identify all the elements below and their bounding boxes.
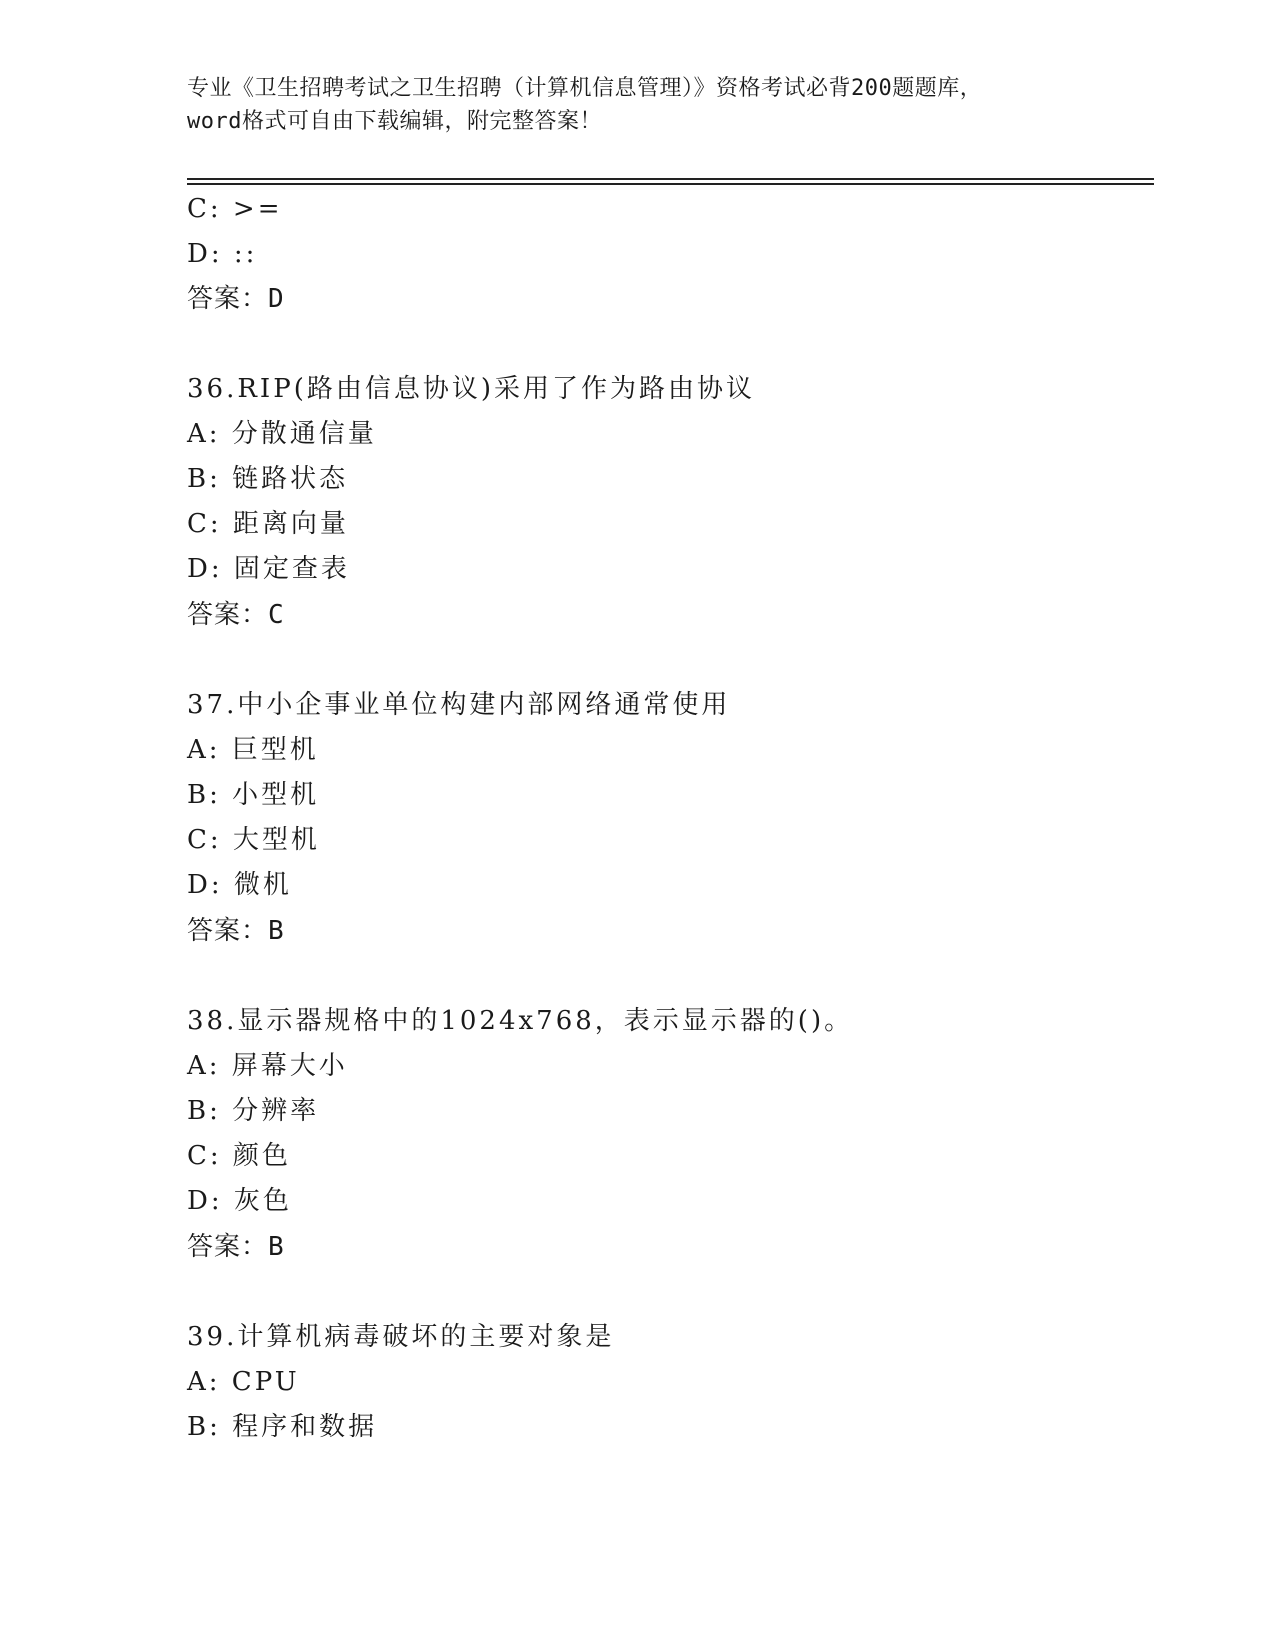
- answer-label: 答案：: [187, 916, 269, 946]
- option-d: D: 灰色: [187, 1186, 292, 1216]
- option-c: C: >=: [187, 194, 283, 224]
- answer-value: B: [268, 916, 285, 946]
- option-d: D: ::: [187, 239, 258, 269]
- answer-line: [187, 599, 285, 631]
- option-d: D: 微机: [187, 870, 292, 900]
- option-a: A: 分散通信量: [187, 419, 377, 449]
- header-divider-top: [187, 178, 1154, 180]
- option-a: A: CPU: [187, 1367, 300, 1397]
- option-c: C: 距离向量: [187, 509, 349, 539]
- option-a: A: 巨型机: [187, 735, 319, 765]
- option-b: B: 小型机: [187, 780, 320, 810]
- answer-label: 答案：: [187, 1232, 269, 1262]
- question-stem: 38.显示器规格中的1024x768，表示显示器的()。: [187, 1006, 854, 1036]
- option-b: B: 链路状态: [187, 464, 349, 494]
- document-header: [187, 72, 1087, 138]
- answer-line: [187, 283, 285, 315]
- answer-value: B: [268, 1232, 285, 1262]
- option-a: A: 屏幕大小: [187, 1051, 348, 1081]
- question-stem: 39.计算机病毒破坏的主要对象是: [187, 1322, 615, 1352]
- option-b: B: 分辨率: [187, 1096, 320, 1126]
- answer-value: C: [268, 600, 285, 630]
- header-divider-bottom: [187, 183, 1154, 185]
- answer-line: [187, 915, 285, 947]
- header-line-1: 专业《卫生招聘考试之卫生招聘（计算机信息管理）》资格考试必背200题题库，: [187, 76, 983, 101]
- answer-line: [187, 1231, 285, 1263]
- answer-label: 答案：: [187, 284, 269, 314]
- option-b: B: 程序和数据: [187, 1412, 378, 1442]
- answer-label: 答案：: [187, 600, 269, 630]
- question-stem: 36.RIP(路由信息协议)采用了作为路由协议: [187, 374, 755, 404]
- question-stem: 37.中小企事业单位构建内部网络通常使用: [187, 690, 731, 720]
- option-c: C: 颜色: [187, 1141, 291, 1171]
- option-c: C: 大型机: [187, 825, 320, 855]
- answer-value: D: [268, 284, 285, 314]
- header-line-2: word格式可自由下载编辑，附完整答案！: [187, 109, 602, 134]
- option-d: D: 固定查表: [187, 554, 350, 584]
